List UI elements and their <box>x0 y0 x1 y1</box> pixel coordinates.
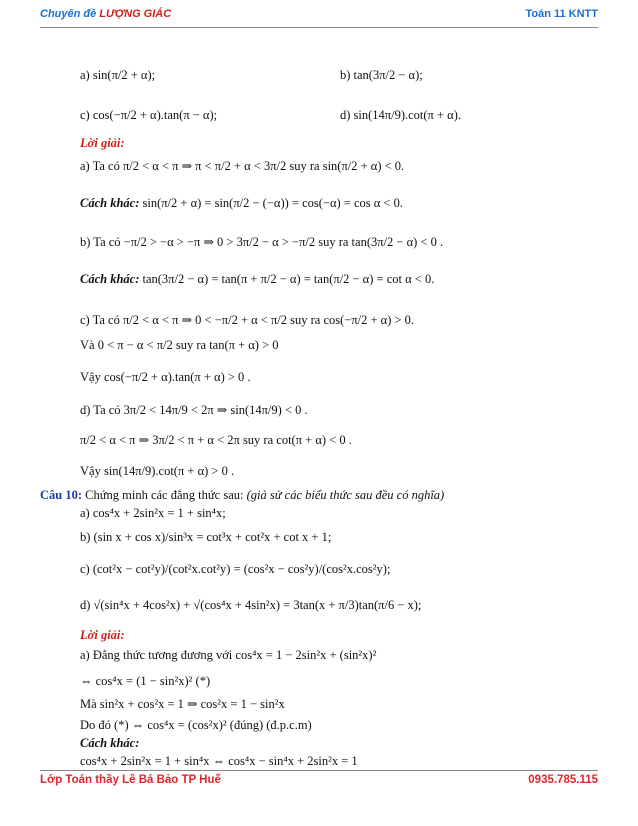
solution-c-conclusion: Vậy cos(−π/2 + α).tan(π + α) > 0 . <box>80 370 251 384</box>
alternative-b <box>80 272 434 287</box>
solution-b: b) Ta có −π/2 > −α > −π ⇒ 0 > 3π/2 − α > −π/2 suy ra tan(3π/2 − α) < 0 . <box>80 235 444 249</box>
solution-c-cont: Và 0 < π − α < π/2 suy ra tan(π + α) > 0 <box>80 338 279 352</box>
header-topic: LƯỢNG GIÁC <box>99 8 172 20</box>
document-body <box>40 36 598 766</box>
solution-c: c) Ta có π/2 < α < π ⇒ 0 < −π/2 + α < π/2 suy ra cos(−π/2 + α) > 0. <box>80 313 415 327</box>
exercise-b: b) tan(3π/2 − α); <box>340 68 423 82</box>
question-label: Câu 10: <box>40 488 83 502</box>
alternative-label-2: Cách khác: <box>80 736 140 750</box>
solution-d: d) Ta có 3π/2 < 14π/9 < 2π ⇒ sin(14π/9) < 0 . <box>80 403 308 417</box>
identity-b: b) (sin x + cos x)/sin³x = cot³x + cot²x + cot x + 1; <box>80 530 332 544</box>
header-right: Toán 11 KNTT <box>525 8 598 20</box>
alternative-b-text: tan(3π/2 − α) = tan(π + π/2 − α) = tan(π/2 − α) = cot α < 0. <box>139 272 435 286</box>
exercise-c: c) cos(−π/2 + α).tan(π − α); <box>80 108 218 122</box>
footer-divider <box>40 770 598 771</box>
page-header <box>40 8 598 26</box>
question-10 <box>40 488 444 503</box>
proof-a-3: Mà sin²x + cos²x = 1 ⇒ cos²x = 1 − sin²x <box>80 697 285 711</box>
proof-a-5: cos⁴x + 2sin²x = 1 + sin⁴x ⇔ cos⁴x − sin⁴x + 2sin²x = 1 <box>80 754 358 768</box>
footer-left: Lớp Toán thầy Lê Bá Bảo TP Huế <box>40 774 221 786</box>
proof-a-2: ⇔ cos⁴x = (1 − sin²x)² (*) <box>80 674 211 688</box>
page-footer <box>40 774 598 792</box>
question-text: Chứng minh các đẳng thức sau: <box>82 488 247 502</box>
solution-heading-2: Lời giải: <box>80 628 125 642</box>
identity-a: a) cos⁴x + 2sin²x = 1 + sin⁴x; <box>80 506 226 520</box>
header-prefix: Chuyên đề <box>40 8 100 20</box>
header-divider <box>40 27 598 28</box>
alternative-label: Cách khác: <box>80 272 140 286</box>
alternative-a-text: sin(π/2 + α) = sin(π/2 − (−α)) = cos(−α) = cos α < 0. <box>139 196 403 210</box>
identity-d: d) √(sin⁴x + 4cos²x) + √(cos⁴x + 4sin²x) = 3tan(x + π/3)tan(π/6 − x); <box>80 598 422 612</box>
identity-c: c) (cot²x − cot²y)/(cot²x.cot²y) = (cos²x − cos²y)/(cos²x.cos²y); <box>80 562 391 576</box>
proof-a-1: a) Đẳng thức tương đương với cos⁴x = 1 − 2sin²x + (sin²x)² <box>80 648 377 662</box>
solution-d-conclusion: Vậy sin(14π/9).cot(π + α) > 0 . <box>80 464 235 478</box>
solution-d-cont: π/2 < α < π ⇒ 3π/2 < π + α < 2π suy ra cot(π + α) < 0 . <box>80 433 352 447</box>
header-left <box>40 8 171 20</box>
alternative-label: Cách khác: <box>80 196 140 210</box>
proof-a-4: Do đó (*) ⇔ cos⁴x = (cos²x)² (đúng) (đ.p.c.m) <box>80 718 312 732</box>
alternative-a <box>80 196 403 211</box>
exercise-a: a) sin(π/2 + α); <box>80 68 156 82</box>
solution-a: a) Ta có π/2 < α < π ⇒ π < π/2 + α < 3π/2 suy ra sin(π/2 + α) < 0. <box>80 159 405 173</box>
footer-phone: 0935.785.115 <box>528 774 598 786</box>
question-note: (giả sử các biểu thức sau đều có nghĩa) <box>246 488 445 502</box>
solution-heading-1: Lời giải: <box>80 136 125 150</box>
exercise-d: d) sin(14π/9).cot(π + α). <box>340 108 461 122</box>
